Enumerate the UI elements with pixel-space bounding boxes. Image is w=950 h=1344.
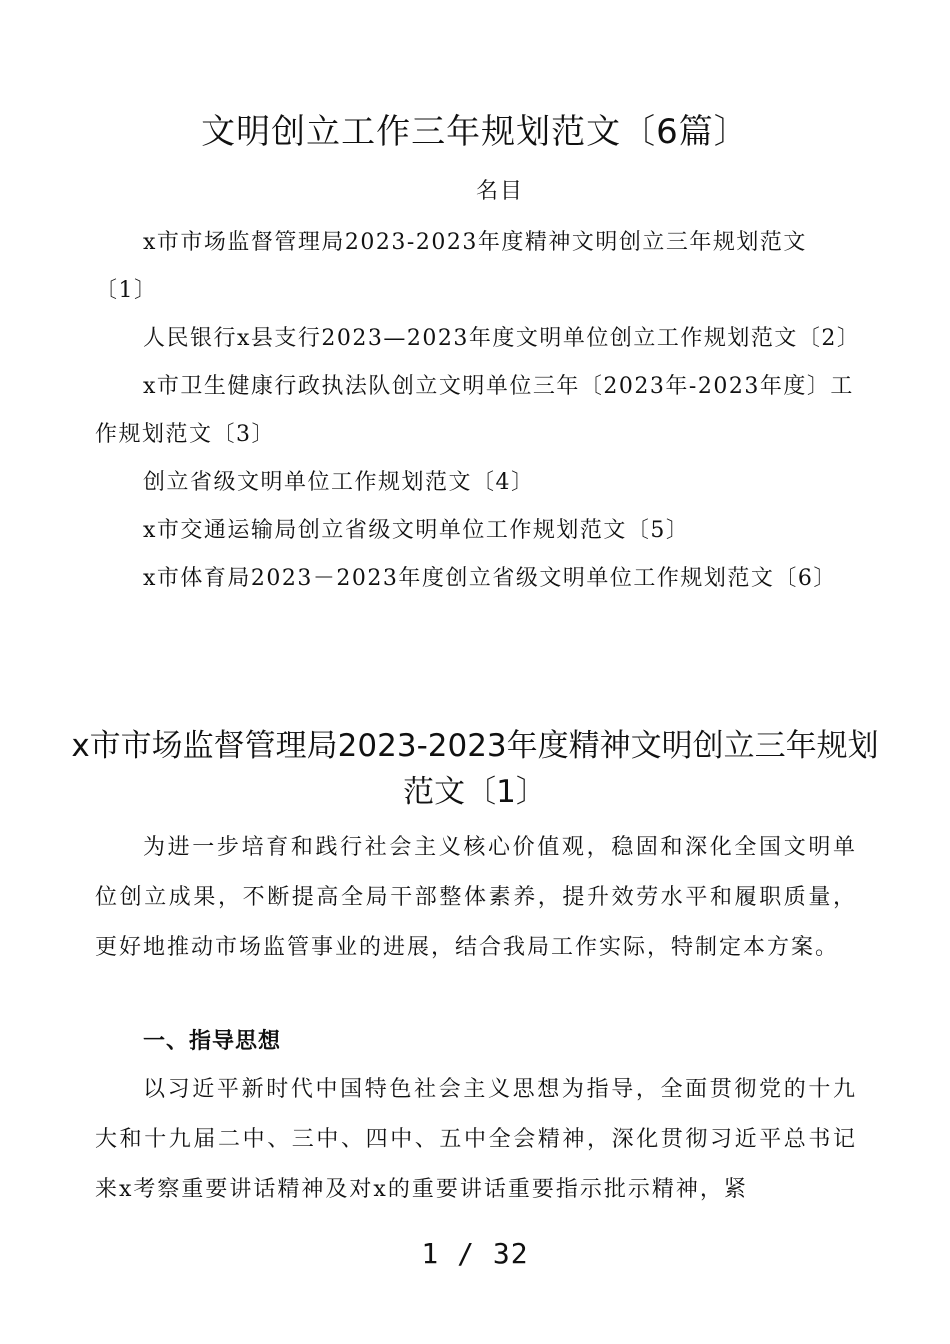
table-of-contents (95, 219, 861, 603)
subheading-guiding-ideology: 一、指导思想 (143, 1029, 282, 1054)
toc-item-3[interactable]: x市卫生健康行政执法队创立文明单位三年〔2023年-2023年度〕工作规划范文〔3〕 (95, 374, 854, 447)
toc-item-6[interactable]: x市体育局2023－2023年度创立省级文明单位工作规划范文〔6〕 (143, 566, 837, 591)
toc-item-2[interactable]: 人民银行x县支行2023—2023年度文明单位创立工作规划范文〔2〕 (143, 326, 861, 351)
toc-item-1[interactable]: x市市场监督管理局2023-2023年度精神文明创立三年规划范文〔1〕 (95, 230, 807, 303)
toc-item-5[interactable]: x市交通运输局创立省级文明单位工作规划范文〔5〕 (143, 518, 690, 543)
guiding-ideology-paragraph: 以习近平新时代中国特色社会主义思想为指导，全面贯彻党的十九大和十九届二中、三中、四中、五中全会精神，深化贯彻习近平总书记来x考察重要讲话精神及对x的重要讲话重要指示批示精神，紧 (95, 1077, 857, 1202)
toc-heading: 名目 (475, 179, 524, 204)
document-title: 文明创立工作三年规划范文〔6篇〕 (201, 112, 749, 152)
intro-paragraph: 为进一步培育和践行社会主义核心价值观，稳固和深化全国文明单位创立成果，不断提高全局干部整体素养，提升效劳水平和履职质量，更好地推动市场监管事业的进展，结合我局工作实际，特制定本方案。 (95, 835, 857, 960)
section-title: x市市场监督管理局2023-2023年度精神文明创立三年规划范文〔1〕 (71, 728, 879, 810)
toc-item-4[interactable]: 创立省级文明单位工作规划范文〔4〕 (143, 470, 535, 495)
page-number: 1 / 32 (421, 1237, 529, 1270)
